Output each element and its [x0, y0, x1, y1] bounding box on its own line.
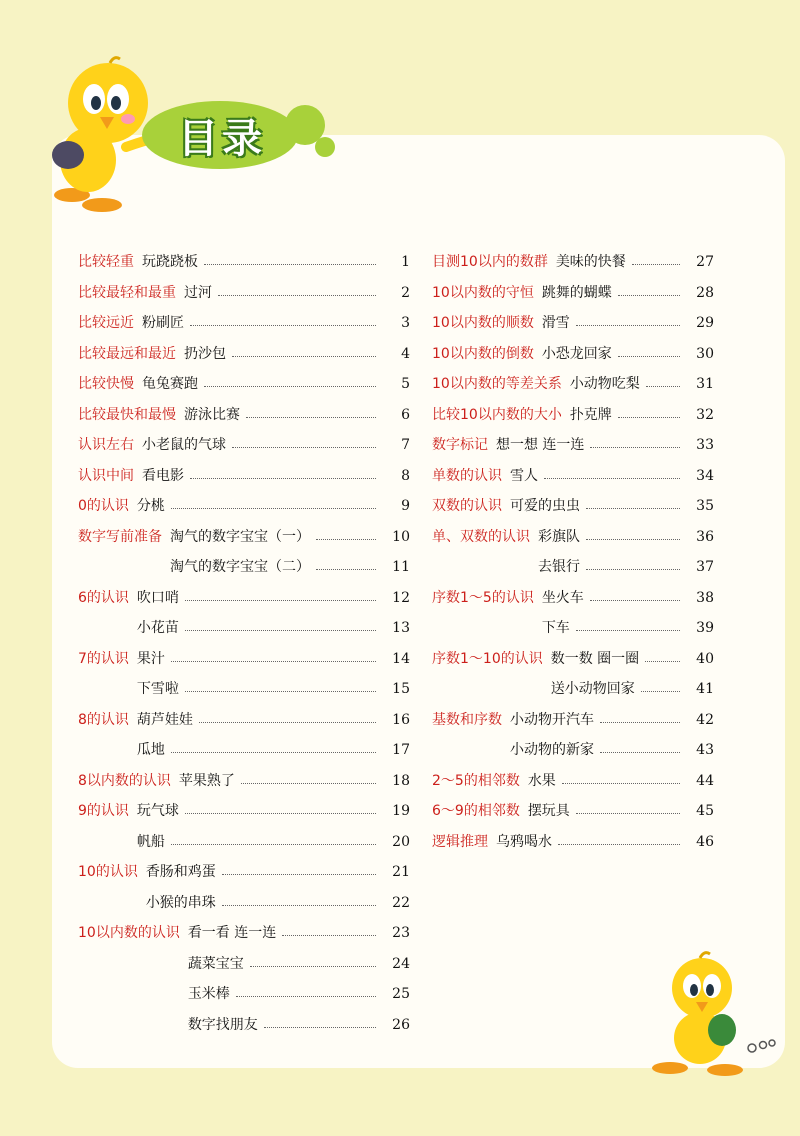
toc-page-number: 2: [401, 284, 410, 301]
toc-page-number: 23: [392, 925, 410, 941]
toc-leader: [618, 417, 680, 418]
toc-entry[interactable]: [432, 585, 714, 611]
toc-page-number: 22: [392, 894, 410, 911]
toc-leader: [558, 844, 680, 845]
toc-page-number: 42: [696, 711, 714, 728]
toc-page-number: 17: [392, 742, 410, 758]
toc-entry[interactable]: [432, 798, 714, 824]
toc-page-number: 26: [392, 1016, 410, 1033]
toc-entry[interactable]: [432, 249, 714, 275]
toc-entry[interactable]: [432, 646, 714, 672]
toc-lesson: 玉米棒: [187, 986, 230, 1002]
toc-entry[interactable]: [78, 371, 410, 397]
bird-mascot-bottom-icon: [630, 950, 780, 1080]
page-title: 目录: [178, 116, 266, 162]
toc-lesson: 游泳比赛: [183, 406, 240, 423]
toc-lesson: 吹口哨: [136, 589, 179, 606]
toc-topic: 逻辑推理: [432, 833, 488, 850]
toc-entry[interactable]: [432, 341, 714, 367]
toc-entry[interactable]: [432, 615, 714, 641]
toc-entry[interactable]: [78, 1012, 410, 1038]
toc-page-number: 6: [401, 406, 410, 423]
toc-page-number: 43: [696, 742, 714, 758]
toc-lesson: 数一数 圈一圈: [550, 650, 640, 667]
toc-page-number: 34: [696, 467, 714, 484]
toc-entry[interactable]: [432, 829, 714, 855]
toc-lesson: 送小动物回家: [550, 681, 635, 697]
toc-entry[interactable]: [78, 676, 410, 702]
toc-lesson: 瓜地: [136, 742, 165, 758]
toc-leader: [171, 844, 376, 845]
toc-entry[interactable]: [78, 524, 410, 550]
toc-topic: 比较10以内数的大小: [432, 406, 562, 423]
toc-lesson: 滑雪: [541, 315, 570, 331]
toc-lesson: 小动物的新家: [509, 742, 594, 758]
toc-entry[interactable]: [78, 432, 410, 458]
toc-entry[interactable]: [432, 676, 714, 702]
toc-lesson: 美味的快餐: [555, 254, 626, 270]
toc-leader: [576, 630, 680, 631]
toc-leader: [190, 325, 376, 326]
toc-lesson: 过河: [183, 284, 212, 301]
toc-lesson: 小动物吃梨: [569, 376, 640, 392]
toc-leader: [171, 508, 376, 509]
toc-entry[interactable]: [78, 798, 410, 824]
toc-topic: 认识中间: [78, 467, 134, 484]
toc-entry[interactable]: [78, 585, 410, 611]
toc-entry[interactable]: [78, 341, 410, 367]
toc-topic: 序数1～10的认识: [432, 650, 543, 667]
toc-entry[interactable]: [78, 951, 410, 977]
toc-leader: [646, 386, 680, 387]
toc-lesson: 玩气球: [136, 803, 179, 819]
toc-lesson: 摆玩具: [527, 803, 570, 819]
toc-entry[interactable]: [78, 310, 410, 336]
toc-page-number: 14: [392, 650, 410, 667]
toc-lesson: 彩旗队: [537, 528, 580, 545]
toc-topic: 目测10以内的数群: [432, 254, 548, 270]
toc-page-number: 33: [696, 437, 714, 453]
toc-leader: [618, 295, 680, 296]
toc-leader: [562, 783, 680, 784]
toc-leader: [282, 935, 376, 936]
toc-lesson: 跳舞的蝴蝶: [541, 284, 612, 301]
toc-topic: 单数的认识: [432, 467, 502, 484]
toc-lesson: 数字找朋友: [187, 1016, 258, 1033]
toc-entry[interactable]: [432, 310, 714, 336]
toc-lesson: 下车: [541, 620, 570, 636]
toc-topic: 比较最轻和最重: [78, 284, 176, 301]
toc-lesson: 扑克牌: [569, 406, 612, 423]
toc-page-number: 37: [696, 559, 714, 575]
toc-entry[interactable]: [432, 402, 714, 428]
toc-leader: [641, 691, 680, 692]
toc-entry[interactable]: [78, 768, 410, 794]
toc-lesson: 小猴的串珠: [145, 894, 216, 911]
toc-leader: [600, 752, 680, 753]
toc-leader: [232, 356, 376, 357]
toc-leader: [576, 813, 680, 814]
toc-topic: 比较轻重: [78, 254, 134, 270]
toc-page-number: 11: [392, 559, 410, 575]
toc-page-number: 30: [696, 345, 714, 362]
toc-page-number: 12: [392, 589, 410, 606]
toc-leader: [586, 539, 680, 540]
toc-leader: [236, 996, 376, 997]
toc-lesson: 龟兔赛跑: [141, 376, 198, 392]
toc-lesson: 可爱的虫虫: [509, 498, 580, 514]
toc-leader: [222, 874, 376, 875]
toc-entry[interactable]: [78, 402, 410, 428]
toc-page-number: 28: [696, 284, 714, 301]
toc-page-number: 3: [401, 315, 410, 331]
toc-topic: 认识左右: [78, 437, 134, 453]
toc-page-number: 7: [401, 437, 410, 453]
toc-leader: [250, 966, 376, 967]
toc-topic: 10以内数的倒数: [432, 345, 534, 362]
toc-leader: [544, 478, 680, 479]
toc-lesson: 小动物开汽车: [509, 711, 594, 728]
toc-entry[interactable]: [78, 829, 410, 855]
toc-page-number: 9: [401, 498, 410, 514]
toc-leader: [316, 539, 376, 540]
toc-entry[interactable]: [78, 890, 410, 916]
toc-entry[interactable]: [432, 707, 714, 733]
toc-page-number: 5: [401, 376, 410, 392]
toc-topic: 双数的认识: [432, 498, 502, 514]
toc-entry[interactable]: [78, 249, 410, 275]
toc-leader: [241, 783, 376, 784]
toc-leader: [185, 600, 376, 601]
toc-page-number: 10: [392, 528, 410, 545]
toc-page-number: 44: [696, 772, 714, 789]
toc-page-number: 13: [392, 620, 410, 636]
toc-topic: 比较最快和最慢: [78, 406, 176, 423]
toc-lesson: 帆船: [136, 833, 165, 850]
toc-topic: 数字写前准备: [78, 528, 162, 545]
toc-topic: 0的认识: [78, 498, 129, 514]
toc-leader: [199, 722, 376, 723]
toc-leader: [185, 813, 376, 814]
toc-leader: [171, 752, 376, 753]
toc-lesson: 淘气的数字宝宝（一）: [169, 528, 310, 545]
toc-topic: 基数和序数: [432, 711, 502, 728]
toc-page-number: 29: [696, 315, 714, 331]
toc-entry[interactable]: [432, 280, 714, 306]
toc-page-number: 18: [392, 772, 410, 789]
toc-page-number: 19: [392, 803, 410, 819]
toc-leader: [600, 722, 680, 723]
toc-entry[interactable]: [432, 493, 714, 519]
toc-entry[interactable]: [432, 768, 714, 794]
toc-topic: 序数1～5的认识: [432, 589, 534, 606]
toc-page-number: 25: [392, 986, 410, 1002]
toc-page-number: 39: [696, 620, 714, 636]
toc-leader: [190, 478, 376, 479]
toc-page-number: 45: [696, 803, 714, 819]
toc-topic: 比较快慢: [78, 376, 134, 392]
toc-entry[interactable]: [78, 615, 410, 641]
toc-leader: [590, 600, 680, 601]
toc-page-number: 36: [696, 528, 714, 545]
toc-lesson: 小花苗: [136, 620, 179, 636]
toc-entry[interactable]: [78, 859, 410, 885]
toc-topic: 10以内数的顺数: [432, 315, 534, 331]
toc-topic: 比较远近: [78, 315, 134, 331]
toc-page-number: 31: [696, 376, 714, 392]
toc-lesson: 扔沙包: [183, 345, 226, 362]
toc-leader: [222, 905, 376, 906]
toc-lesson: 下雪啦: [136, 681, 179, 697]
toc-leader: [204, 264, 376, 265]
toc-leader: [576, 325, 680, 326]
toc-topic: 10以内数的等差关系: [432, 376, 562, 392]
toc-topic: 6～9的相邻数: [432, 803, 520, 819]
toc-lesson: 看电影: [141, 467, 184, 484]
toc-leader: [185, 691, 376, 692]
toc-leader: [632, 264, 680, 265]
toc-leader: [645, 661, 680, 662]
toc-lesson: 淘气的数字宝宝（二）: [169, 559, 310, 575]
toc-leader: [264, 1027, 376, 1028]
toc-lesson: 粉刷匠: [141, 315, 184, 331]
toc-topic: 2～5的相邻数: [432, 772, 520, 789]
toc-topic: 比较最远和最近: [78, 345, 176, 362]
toc-topic: 10以内数的认识: [78, 925, 180, 941]
toc-leader: [232, 447, 376, 448]
toc-page-number: 21: [392, 864, 410, 880]
toc-topic: 8的认识: [78, 711, 129, 728]
toc-entry[interactable]: [78, 981, 410, 1007]
toc-lesson: 水果: [527, 772, 556, 789]
toc-leader: [171, 661, 376, 662]
toc-lesson: 玩跷跷板: [141, 254, 198, 270]
toc-page-number: 32: [696, 406, 714, 423]
toc-leader: [586, 569, 680, 570]
toc-page-number: 46: [696, 833, 714, 850]
toc-leader: [590, 447, 680, 448]
toc-topic: 数字标记: [432, 437, 488, 453]
toc-lesson: 去银行: [537, 559, 580, 575]
toc-entry[interactable]: [432, 524, 714, 550]
toc-entry[interactable]: [78, 737, 410, 763]
toc-entry[interactable]: [78, 707, 410, 733]
toc-lesson: 想一想 连一连: [495, 437, 585, 453]
toc-lesson: 看一看 连一连: [187, 925, 277, 941]
toc-entry[interactable]: [432, 554, 714, 580]
toc-page-number: 24: [392, 955, 410, 972]
toc-leader: [618, 356, 680, 357]
toc-page-number: 35: [696, 498, 714, 514]
toc-entry[interactable]: [78, 493, 410, 519]
toc-lesson: 小老鼠的气球: [141, 437, 226, 453]
toc-leader: [316, 569, 376, 570]
title-badge: [140, 95, 340, 175]
toc-lesson: 果汁: [136, 650, 165, 667]
toc-page-number: 4: [401, 345, 410, 362]
toc-entry[interactable]: [78, 646, 410, 672]
toc-page-number: 8: [401, 467, 410, 484]
toc-entry[interactable]: [78, 463, 410, 489]
toc-topic: 10以内数的守恒: [432, 284, 534, 301]
toc-entry[interactable]: [78, 280, 410, 306]
toc-lesson: 葫芦娃娃: [136, 711, 193, 728]
toc-topic: 单、双数的认识: [432, 528, 530, 545]
toc-leader: [204, 386, 376, 387]
toc-page-number: 16: [392, 711, 410, 728]
toc-leader: [246, 417, 376, 418]
toc-entry[interactable]: [432, 432, 714, 458]
toc-topic: 10的认识: [78, 864, 138, 880]
toc-lesson: 雪人: [509, 467, 538, 484]
toc-page-number: 41: [696, 681, 714, 697]
toc-page-number: 40: [696, 650, 714, 667]
toc-lesson: 分桃: [136, 498, 165, 514]
toc-entry[interactable]: [78, 920, 410, 946]
toc-leader: [218, 295, 376, 296]
toc-entry[interactable]: [78, 554, 410, 580]
toc-topic: 7的认识: [78, 650, 129, 667]
toc-lesson: 蔬菜宝宝: [187, 955, 244, 972]
toc-lesson: 乌鸦喝水: [495, 833, 552, 850]
toc-page-number: 20: [392, 833, 410, 850]
toc-entry[interactable]: [432, 371, 714, 397]
toc-lesson: 小恐龙回家: [541, 345, 612, 362]
toc-topic: 6的认识: [78, 589, 129, 606]
toc-page-number: 27: [696, 254, 714, 270]
toc-topic: 9的认识: [78, 803, 129, 819]
toc-page-number: 38: [696, 589, 714, 606]
toc-topic: 8以内数的认识: [78, 772, 171, 789]
toc-lesson: 苹果熟了: [178, 772, 235, 789]
toc-lesson: 坐火车: [541, 589, 584, 606]
toc-entry[interactable]: [432, 463, 714, 489]
toc-leader: [586, 508, 680, 509]
toc-entry[interactable]: [432, 737, 714, 763]
toc-page-number: 1: [401, 254, 410, 270]
toc-lesson: 香肠和鸡蛋: [145, 864, 216, 880]
toc-leader: [185, 630, 376, 631]
toc-page-number: 15: [392, 681, 410, 697]
